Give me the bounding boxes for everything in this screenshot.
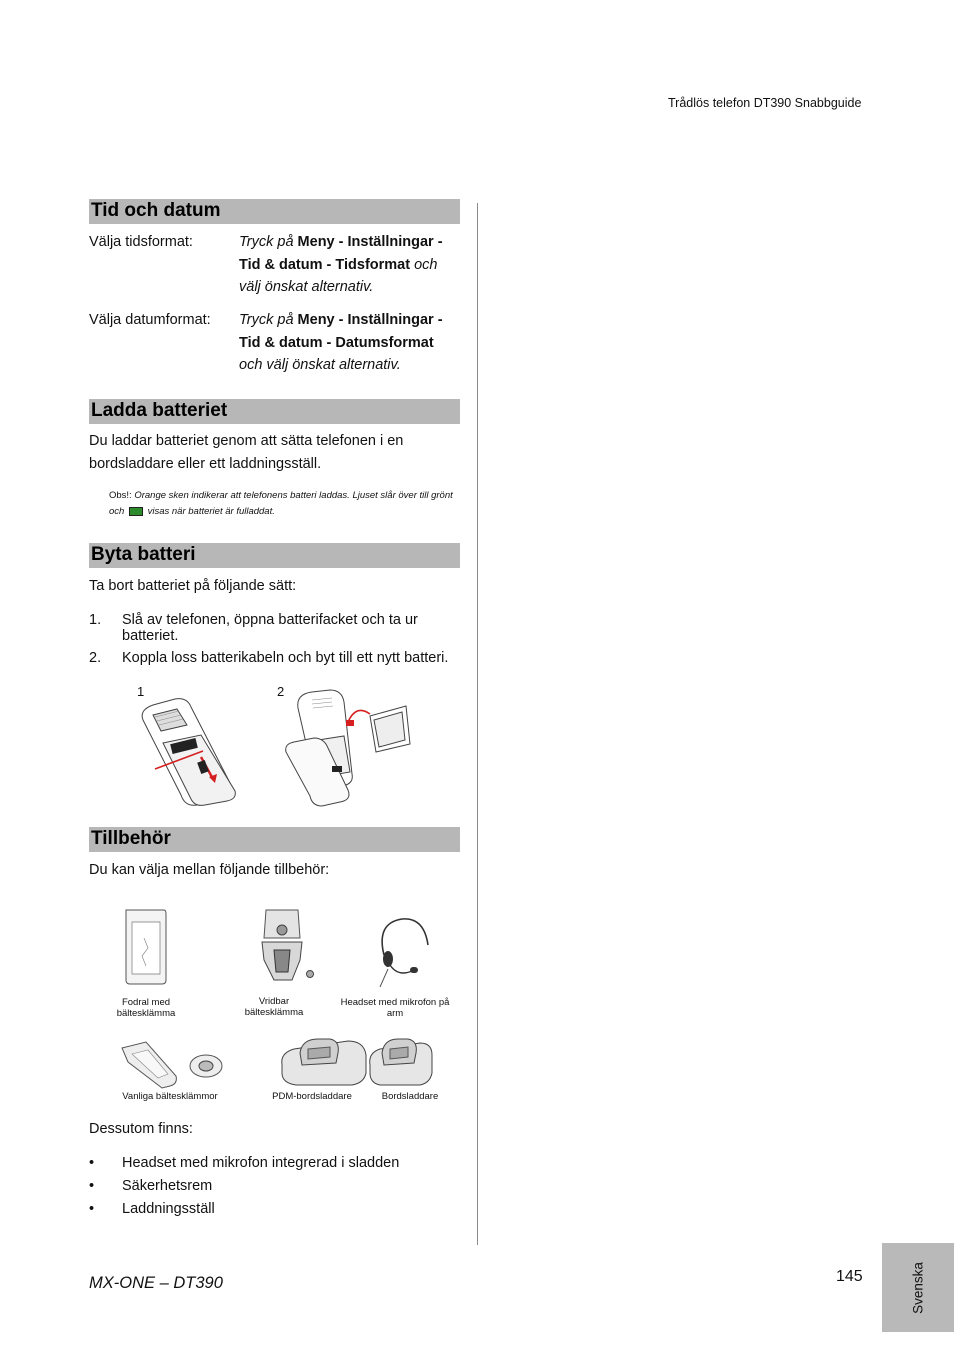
- headset-illustration: [374, 915, 438, 989]
- section-title: Byta batteri: [91, 544, 196, 565]
- section-title: Ladda batteriet: [91, 400, 228, 421]
- charge-note: Obs!: Orange sken indikerar att telefonens batteri laddas. Ljuset slår över till grönt och visas när batteriet är fulladdat.: [109, 490, 453, 517]
- caption-pdm-charger: PDM-bordsladdare: [272, 1091, 352, 1102]
- caption-belt-clips: Vanliga bältesklämmor: [122, 1091, 218, 1102]
- figure-label-1: 1: [137, 684, 145, 699]
- section-title: Tillbehör: [91, 828, 171, 849]
- footer-title: MX-ONE – DT390: [89, 1274, 223, 1292]
- date-format-instruction: Tryck på Meny - Inställningar - Tid & datum - Datumsformat och välj önskat alternativ.: [239, 312, 443, 373]
- caption-headset: Headset med mikrofon på arm: [340, 997, 450, 1019]
- running-header: Trådlös telefon DT390 Snabbguide: [668, 96, 862, 110]
- step-text: Slå av telefonen, öppna batterifacket och ta ur batteriet.: [122, 612, 418, 644]
- pdm-charger-illustration: [278, 1033, 370, 1087]
- column-divider: [477, 203, 478, 1245]
- belt-clips-illustration: [118, 1040, 228, 1090]
- step-text: Koppla loss batterikabeln och byt till ett nytt batteri.: [122, 650, 449, 666]
- bullet: •: [89, 1201, 95, 1217]
- bullet: •: [89, 1178, 95, 1194]
- step-number: 1.: [89, 612, 102, 628]
- step-number: 2.: [89, 650, 102, 666]
- battery-replacement-illustration: [282, 688, 417, 808]
- time-format-instruction: Tryck på Meny - Inställningar - Tid & datum - Tidsformat och välj önskat alternativ.: [239, 234, 443, 295]
- battery-full-icon: [129, 507, 143, 516]
- also-available-label: Dessutom finns:: [89, 1121, 193, 1137]
- date-format-label: Välja datumformat:: [89, 312, 211, 328]
- section-header-charge: [89, 399, 460, 424]
- caption-holster: Fodral med bältesklämma: [116, 997, 176, 1019]
- section-header-time-date: [89, 199, 460, 224]
- bullet: •: [89, 1155, 95, 1171]
- desk-charger-illustration: [366, 1035, 436, 1087]
- caption-swivel-clip: Vridbar bältesklämma: [244, 996, 304, 1018]
- battery-intro: Ta bort batteriet på följande sätt:: [89, 578, 297, 594]
- language-tab: [882, 1243, 954, 1332]
- bullet-item: Headset med mikrofon integrerad i sladden: [122, 1155, 400, 1171]
- section-title: Tid och datum: [91, 200, 221, 221]
- language-tab-label: Svenska: [910, 1261, 926, 1314]
- page-number: 145: [836, 1268, 863, 1285]
- time-format-label: Välja tidsformat:: [89, 234, 193, 250]
- caption-desk-charger: Bordsladdare: [381, 1091, 439, 1102]
- battery-removal-illustration: [135, 695, 250, 810]
- swivel-clip-illustration: [258, 908, 316, 988]
- figure-label-2: 2: [277, 684, 285, 699]
- section-header-accessories: [89, 827, 460, 852]
- holster-illustration: [122, 908, 170, 986]
- charge-body-text: Du laddar batteriet genom att sätta telefonen i en bordsladdare eller ett laddningsställ.: [89, 433, 404, 472]
- bullet-item: Laddningsställ: [122, 1201, 215, 1217]
- section-header-battery: [89, 543, 460, 568]
- bullet-item: Säkerhetsrem: [122, 1178, 213, 1194]
- accessories-intro: Du kan välja mellan följande tillbehör:: [89, 862, 330, 878]
